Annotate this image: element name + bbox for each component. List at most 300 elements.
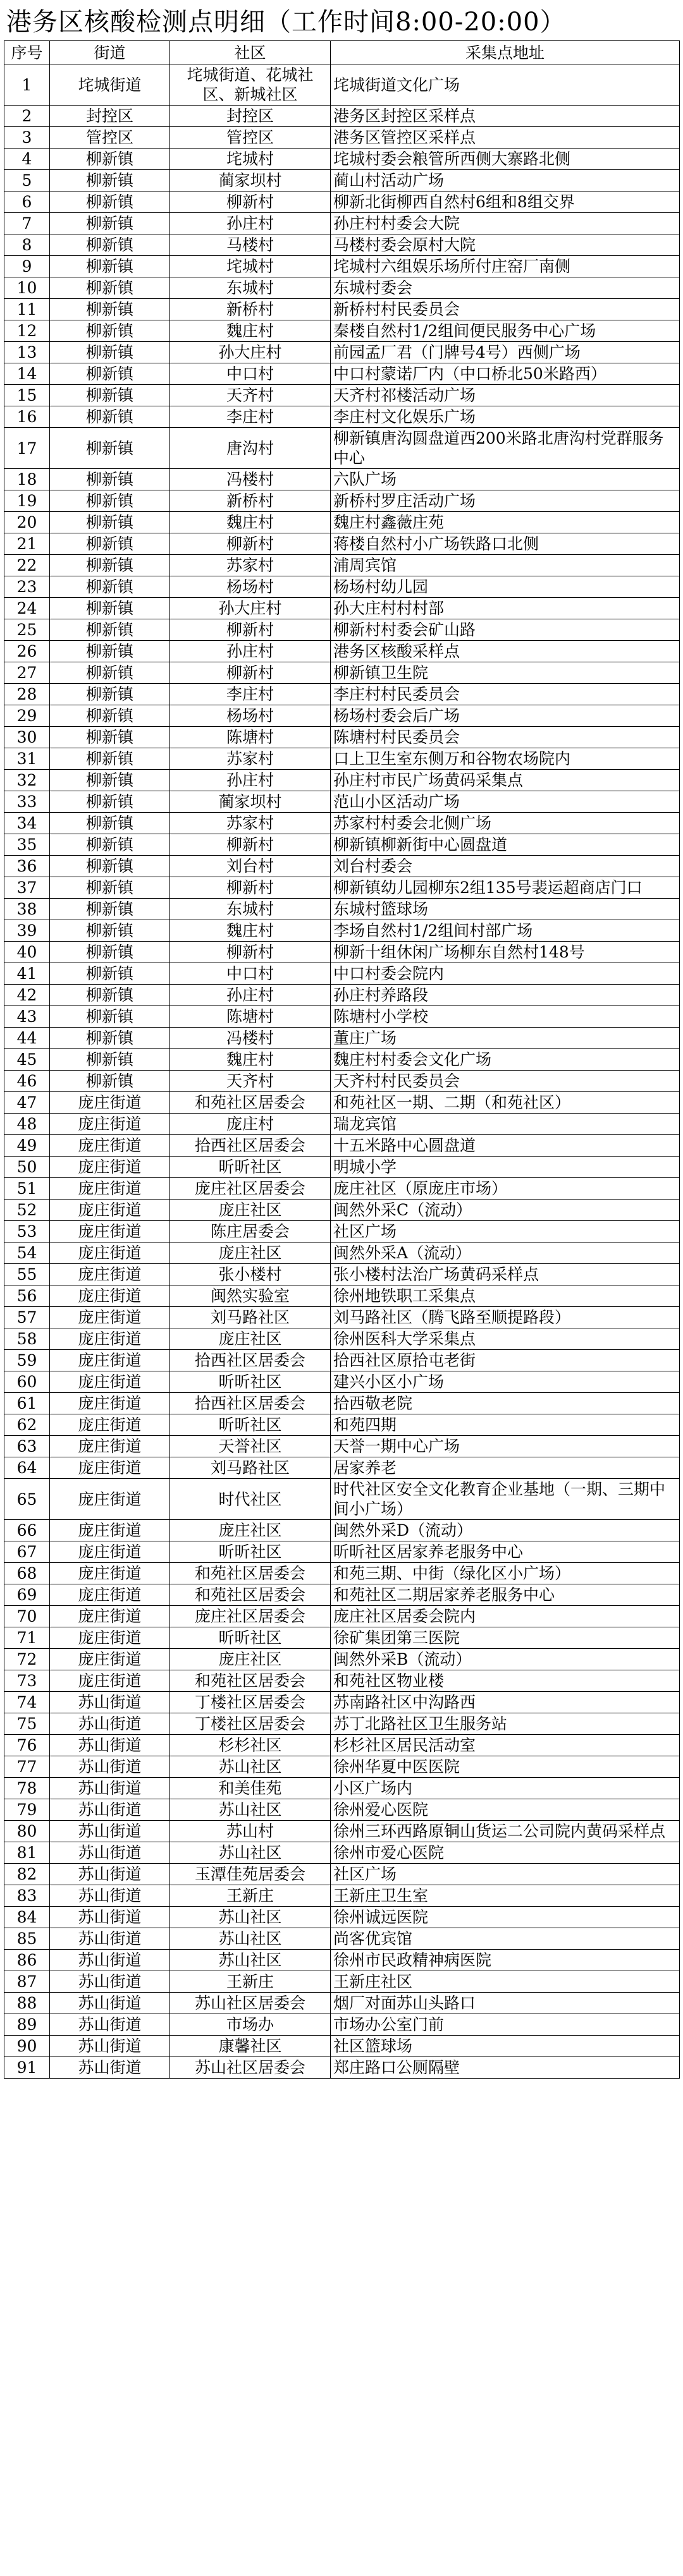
cell-street: 柳新镇 bbox=[50, 619, 170, 641]
table-row bbox=[4, 1756, 680, 1778]
header-no: 序号 bbox=[4, 41, 50, 64]
table-row bbox=[4, 1071, 680, 1092]
cell-community: 魏庄村 bbox=[170, 320, 331, 342]
table-row bbox=[4, 1157, 680, 1178]
cell-community: 柳新村 bbox=[170, 877, 331, 899]
cell-no: 40 bbox=[4, 942, 50, 963]
cell-community: 东城村 bbox=[170, 899, 331, 920]
table-row bbox=[4, 1350, 680, 1371]
cell-street: 柳新镇 bbox=[50, 213, 170, 234]
cell-street: 柳新镇 bbox=[50, 299, 170, 320]
cell-community: 天齐村 bbox=[170, 1071, 331, 1092]
table-row bbox=[4, 1627, 680, 1649]
cell-no: 3 bbox=[4, 127, 50, 149]
cell-address: 拾西社区原拾屯老街 bbox=[331, 1350, 680, 1371]
cell-street: 苏山街道 bbox=[50, 1993, 170, 2014]
table-row bbox=[4, 791, 680, 813]
cell-community: 昕昕社区 bbox=[170, 1541, 331, 1563]
cell-address: 柳新村村委会矿山路 bbox=[331, 619, 680, 641]
cell-address: 李庄村村民委员会 bbox=[331, 684, 680, 705]
cell-street: 柳新镇 bbox=[50, 920, 170, 942]
cell-address: 徐州医科大学采集点 bbox=[331, 1328, 680, 1350]
cell-community: 柳新村 bbox=[170, 662, 331, 684]
cell-street: 苏山街道 bbox=[50, 1692, 170, 1713]
cell-community: 东城村 bbox=[170, 277, 331, 299]
cell-street: 柳新镇 bbox=[50, 942, 170, 963]
cell-address: 中口村委会院内 bbox=[331, 963, 680, 985]
header-street: 街道 bbox=[50, 41, 170, 64]
cell-address: 苏丁北路社区卫生服务站 bbox=[331, 1713, 680, 1735]
cell-street: 柳新镇 bbox=[50, 598, 170, 619]
cell-community: 刘台村 bbox=[170, 856, 331, 877]
cell-street: 柳新镇 bbox=[50, 705, 170, 727]
cell-community: 丁楼社区居委会 bbox=[170, 1713, 331, 1735]
cell-community: 柳新村 bbox=[170, 942, 331, 963]
cell-no: 61 bbox=[4, 1393, 50, 1414]
cell-community: 杉杉社区 bbox=[170, 1735, 331, 1756]
table-row bbox=[4, 619, 680, 641]
cell-address: 蒋楼自然村小广场铁路口北侧 bbox=[331, 533, 680, 555]
table-row bbox=[4, 490, 680, 512]
table-row bbox=[4, 2057, 680, 2079]
cell-address: 垞城村委会粮管所西侧大寨路北侧 bbox=[331, 149, 680, 170]
table-row bbox=[4, 2036, 680, 2057]
table-row bbox=[4, 342, 680, 363]
cell-community: 魏庄村 bbox=[170, 512, 331, 533]
cell-street: 柳新镇 bbox=[50, 234, 170, 256]
cell-no: 34 bbox=[4, 813, 50, 834]
cell-community: 柳新村 bbox=[170, 533, 331, 555]
cell-street: 柳新镇 bbox=[50, 662, 170, 684]
cell-community: 陈塘村 bbox=[170, 727, 331, 748]
table-row bbox=[4, 1520, 680, 1541]
cell-address: 社区篮球场 bbox=[331, 2036, 680, 2057]
table-row bbox=[4, 277, 680, 299]
cell-street: 庞庄街道 bbox=[50, 1436, 170, 1457]
cell-address: 中口村蒙诺厂内（中口桥北50米路西） bbox=[331, 363, 680, 385]
cell-address: 尚客优宾馆 bbox=[331, 1928, 680, 1950]
cell-no: 64 bbox=[4, 1457, 50, 1479]
cell-address: 港务区封控区采样点 bbox=[331, 106, 680, 127]
table-row bbox=[4, 899, 680, 920]
cell-no: 12 bbox=[4, 320, 50, 342]
cell-address: 范山小区活动广场 bbox=[331, 791, 680, 813]
cell-street: 柳新镇 bbox=[50, 490, 170, 512]
cell-community: 柳新村 bbox=[170, 619, 331, 641]
cell-no: 37 bbox=[4, 877, 50, 899]
cell-street: 苏山街道 bbox=[50, 1821, 170, 1842]
cell-no: 33 bbox=[4, 791, 50, 813]
cell-no: 76 bbox=[4, 1735, 50, 1756]
cell-address: 徐州市爱心医院 bbox=[331, 1842, 680, 1864]
cell-street: 苏山街道 bbox=[50, 2057, 170, 2079]
cell-street: 柳新镇 bbox=[50, 170, 170, 191]
cell-community: 苏山社区 bbox=[170, 1907, 331, 1928]
cell-street: 柳新镇 bbox=[50, 684, 170, 705]
cell-street: 庞庄街道 bbox=[50, 1479, 170, 1520]
cell-community: 魏庄村 bbox=[170, 1049, 331, 1071]
cell-address: 徐州地铁职工采集点 bbox=[331, 1285, 680, 1307]
table-row bbox=[4, 985, 680, 1006]
cell-no: 27 bbox=[4, 662, 50, 684]
cell-no: 5 bbox=[4, 170, 50, 191]
cell-community: 庞庄社区 bbox=[170, 1200, 331, 1221]
table-row bbox=[4, 1049, 680, 1071]
cell-no: 52 bbox=[4, 1200, 50, 1221]
table-row bbox=[4, 1778, 680, 1799]
cell-community: 苏山社区 bbox=[170, 1842, 331, 1864]
cell-community: 苏家村 bbox=[170, 748, 331, 770]
cell-community: 苏山社区 bbox=[170, 1756, 331, 1778]
cell-street: 庞庄街道 bbox=[50, 1221, 170, 1242]
cell-no: 38 bbox=[4, 899, 50, 920]
table-row bbox=[4, 1328, 680, 1350]
cell-community: 市场办 bbox=[170, 2014, 331, 2036]
cell-address: 庞庄社区（原庞庄市场） bbox=[331, 1178, 680, 1200]
cell-address: 港务区核酸采样点 bbox=[331, 641, 680, 662]
cell-address: 东城村篮球场 bbox=[331, 899, 680, 920]
cell-community: 苏山社区居委会 bbox=[170, 1993, 331, 2014]
cell-no: 47 bbox=[4, 1092, 50, 1114]
table-row bbox=[4, 1242, 680, 1264]
cell-community: 苏家村 bbox=[170, 813, 331, 834]
cell-no: 75 bbox=[4, 1713, 50, 1735]
cell-street: 庞庄街道 bbox=[50, 1541, 170, 1563]
cell-address: 徐州诚远医院 bbox=[331, 1907, 680, 1928]
test-site-table bbox=[4, 40, 680, 2079]
cell-street: 庞庄街道 bbox=[50, 1264, 170, 1285]
cell-no: 73 bbox=[4, 1670, 50, 1692]
cell-street: 柳新镇 bbox=[50, 406, 170, 428]
table-row bbox=[4, 1114, 680, 1135]
table-row bbox=[4, 1092, 680, 1114]
table-row bbox=[4, 1028, 680, 1049]
table-row bbox=[4, 598, 680, 619]
table-row bbox=[4, 191, 680, 213]
cell-no: 65 bbox=[4, 1479, 50, 1520]
cell-street: 庞庄街道 bbox=[50, 1393, 170, 1414]
cell-address: 柳新镇幼儿园柳东2组135号裴运超商店门口 bbox=[331, 877, 680, 899]
table-row bbox=[4, 213, 680, 234]
table-row bbox=[4, 1436, 680, 1457]
table-row bbox=[4, 299, 680, 320]
table-row bbox=[4, 1692, 680, 1713]
cell-address: 王新庄社区 bbox=[331, 1971, 680, 1993]
cell-community: 李庄村 bbox=[170, 684, 331, 705]
page-title: 港务区核酸检测点明细（工作时间8:00-20:00） bbox=[6, 8, 566, 37]
cell-no: 50 bbox=[4, 1157, 50, 1178]
cell-community: 陈塘村 bbox=[170, 1006, 331, 1028]
cell-address: 柳新十组休闲广场柳东自然村148号 bbox=[331, 942, 680, 963]
cell-no: 82 bbox=[4, 1864, 50, 1885]
cell-street: 柳新镇 bbox=[50, 385, 170, 406]
header-community: 社区 bbox=[170, 41, 331, 64]
cell-no: 2 bbox=[4, 106, 50, 127]
cell-street: 苏山街道 bbox=[50, 1950, 170, 1971]
cell-no: 56 bbox=[4, 1285, 50, 1307]
cell-community: 丁楼社区居委会 bbox=[170, 1692, 331, 1713]
cell-community: 和苑社区居委会 bbox=[170, 1092, 331, 1114]
cell-street: 柳新镇 bbox=[50, 277, 170, 299]
cell-street: 苏山街道 bbox=[50, 1907, 170, 1928]
cell-no: 14 bbox=[4, 363, 50, 385]
table-body bbox=[4, 64, 680, 2079]
cell-address: 孙庄村村委会大院 bbox=[331, 213, 680, 234]
cell-no: 13 bbox=[4, 342, 50, 363]
cell-address: 徐州三环西路原铜山货运二公司院内黄码采样点 bbox=[331, 1821, 680, 1842]
table-row bbox=[4, 1993, 680, 2014]
cell-no: 66 bbox=[4, 1520, 50, 1541]
cell-street: 柳新镇 bbox=[50, 641, 170, 662]
table-row bbox=[4, 406, 680, 428]
cell-community: 苏山社区居委会 bbox=[170, 2057, 331, 2079]
cell-no: 43 bbox=[4, 1006, 50, 1028]
cell-street: 庞庄街道 bbox=[50, 1627, 170, 1649]
cell-street: 柳新镇 bbox=[50, 1071, 170, 1092]
cell-no: 90 bbox=[4, 2036, 50, 2057]
cell-street: 庞庄街道 bbox=[50, 1584, 170, 1606]
cell-no: 58 bbox=[4, 1328, 50, 1350]
table-row bbox=[4, 1135, 680, 1157]
cell-address: 垞城街道文化广场 bbox=[331, 64, 680, 106]
cell-community: 玉潭佳苑居委会 bbox=[170, 1864, 331, 1885]
cell-address: 明城小学 bbox=[331, 1157, 680, 1178]
cell-no: 10 bbox=[4, 277, 50, 299]
cell-street: 柳新镇 bbox=[50, 363, 170, 385]
cell-address: 和苑三期、中街（绿化区小广场） bbox=[331, 1563, 680, 1584]
cell-no: 9 bbox=[4, 256, 50, 277]
cell-no: 49 bbox=[4, 1135, 50, 1157]
cell-street: 庞庄街道 bbox=[50, 1200, 170, 1221]
table-row bbox=[4, 920, 680, 942]
table-row bbox=[4, 748, 680, 770]
table-row bbox=[4, 469, 680, 490]
cell-community: 刘马路社区 bbox=[170, 1457, 331, 1479]
cell-community: 庞庄社区居委会 bbox=[170, 1606, 331, 1627]
cell-address: 建兴小区小广场 bbox=[331, 1371, 680, 1393]
cell-address: 天誉一期中心广场 bbox=[331, 1436, 680, 1457]
cell-community: 庞庄社区 bbox=[170, 1649, 331, 1670]
cell-address: 杉杉社区居民活动室 bbox=[331, 1735, 680, 1756]
cell-street: 苏山街道 bbox=[50, 1778, 170, 1799]
table-row bbox=[4, 1584, 680, 1606]
cell-no: 83 bbox=[4, 1885, 50, 1907]
cell-street: 苏山街道 bbox=[50, 2014, 170, 2036]
cell-address: 居家养老 bbox=[331, 1457, 680, 1479]
cell-address: 新桥村村民委员会 bbox=[331, 299, 680, 320]
cell-community: 庞庄村 bbox=[170, 1114, 331, 1135]
cell-no: 42 bbox=[4, 985, 50, 1006]
cell-community: 柳新村 bbox=[170, 191, 331, 213]
cell-no: 78 bbox=[4, 1778, 50, 1799]
table-row bbox=[4, 106, 680, 127]
cell-community: 中口村 bbox=[170, 363, 331, 385]
cell-address: 庞庄社区居委会院内 bbox=[331, 1606, 680, 1627]
cell-street: 柳新镇 bbox=[50, 899, 170, 920]
cell-address: 郑庄路口公厕隔壁 bbox=[331, 2057, 680, 2079]
cell-community: 和苑社区居委会 bbox=[170, 1584, 331, 1606]
table-row bbox=[4, 1606, 680, 1627]
table-row bbox=[4, 1006, 680, 1028]
cell-community: 孙庄村 bbox=[170, 985, 331, 1006]
cell-address: 闽然外采A（流动） bbox=[331, 1242, 680, 1264]
cell-address: 十五米路中心圆盘道 bbox=[331, 1135, 680, 1157]
cell-community: 昕昕社区 bbox=[170, 1627, 331, 1649]
table-row bbox=[4, 1541, 680, 1563]
table-row bbox=[4, 555, 680, 576]
table-row bbox=[4, 727, 680, 748]
cell-community: 拾西社区居委会 bbox=[170, 1135, 331, 1157]
cell-no: 74 bbox=[4, 1692, 50, 1713]
cell-no: 26 bbox=[4, 641, 50, 662]
cell-address: 刘马路社区（腾飞路至顺提路段） bbox=[331, 1307, 680, 1328]
cell-community: 陈庄居委会 bbox=[170, 1221, 331, 1242]
cell-no: 87 bbox=[4, 1971, 50, 1993]
cell-community: 李庄村 bbox=[170, 406, 331, 428]
cell-no: 21 bbox=[4, 533, 50, 555]
cell-community: 和美佳苑 bbox=[170, 1778, 331, 1799]
cell-street: 苏山街道 bbox=[50, 1713, 170, 1735]
cell-community: 孙庄村 bbox=[170, 213, 331, 234]
cell-street: 封控区 bbox=[50, 106, 170, 127]
cell-community: 拾西社区居委会 bbox=[170, 1350, 331, 1371]
cell-community: 王新庄 bbox=[170, 1885, 331, 1907]
cell-street: 柳新镇 bbox=[50, 748, 170, 770]
cell-community: 苏山社区 bbox=[170, 1928, 331, 1950]
cell-street: 苏山街道 bbox=[50, 1756, 170, 1778]
cell-community: 昕昕社区 bbox=[170, 1371, 331, 1393]
cell-no: 18 bbox=[4, 469, 50, 490]
cell-street: 庞庄街道 bbox=[50, 1457, 170, 1479]
cell-community: 康馨社区 bbox=[170, 2036, 331, 2057]
cell-street: 柳新镇 bbox=[50, 727, 170, 748]
table-row bbox=[4, 127, 680, 149]
cell-address: 杨场村委会后广场 bbox=[331, 705, 680, 727]
cell-no: 51 bbox=[4, 1178, 50, 1200]
cell-community: 孙庄村 bbox=[170, 641, 331, 662]
table-row bbox=[4, 1414, 680, 1436]
cell-street: 柳新镇 bbox=[50, 1006, 170, 1028]
table-row bbox=[4, 1971, 680, 1993]
cell-no: 45 bbox=[4, 1049, 50, 1071]
cell-address: 拾西敬老院 bbox=[331, 1393, 680, 1414]
table-row bbox=[4, 1264, 680, 1285]
cell-community: 新桥村 bbox=[170, 299, 331, 320]
cell-community: 垞城村 bbox=[170, 149, 331, 170]
cell-street: 柳新镇 bbox=[50, 191, 170, 213]
table-row bbox=[4, 1928, 680, 1950]
cell-no: 91 bbox=[4, 2057, 50, 2079]
table-row bbox=[4, 834, 680, 856]
table-row bbox=[4, 576, 680, 598]
cell-address: 和苑社区物业楼 bbox=[331, 1670, 680, 1692]
cell-street: 柳新镇 bbox=[50, 856, 170, 877]
cell-community: 昕昕社区 bbox=[170, 1414, 331, 1436]
cell-address: 小区广场内 bbox=[331, 1778, 680, 1799]
cell-no: 55 bbox=[4, 1264, 50, 1285]
cell-street: 柳新镇 bbox=[50, 985, 170, 1006]
cell-street: 庞庄街道 bbox=[50, 1670, 170, 1692]
table-row bbox=[4, 1371, 680, 1393]
cell-address: 魏庄村鑫薇庄苑 bbox=[331, 512, 680, 533]
cell-community: 孙大庄村 bbox=[170, 342, 331, 363]
cell-street: 庞庄街道 bbox=[50, 1563, 170, 1584]
cell-address: 孙庄村市民广场黄码采集点 bbox=[331, 770, 680, 791]
cell-community: 张小楼村 bbox=[170, 1264, 331, 1285]
cell-community: 魏庄村 bbox=[170, 920, 331, 942]
cell-street: 庞庄街道 bbox=[50, 1606, 170, 1627]
cell-address: 时代社区安全文化教育企业基地（一期、三期中间小广场） bbox=[331, 1479, 680, 1520]
table-row bbox=[4, 963, 680, 985]
table-row bbox=[4, 64, 680, 106]
cell-address: 柳新镇柳新街中心圆盘道 bbox=[331, 834, 680, 856]
cell-street: 庞庄街道 bbox=[50, 1328, 170, 1350]
table-row bbox=[4, 2014, 680, 2036]
table-row bbox=[4, 1479, 680, 1520]
cell-address: 李场自然村1/2组间村部广场 bbox=[331, 920, 680, 942]
table-row bbox=[4, 1950, 680, 1971]
cell-community: 庞庄社区居委会 bbox=[170, 1178, 331, 1200]
cell-address: 和苑社区一期、二期（和苑社区） bbox=[331, 1092, 680, 1114]
cell-community: 苏山村 bbox=[170, 1821, 331, 1842]
table-row bbox=[4, 1200, 680, 1221]
cell-community: 苏山社区 bbox=[170, 1799, 331, 1821]
cell-no: 67 bbox=[4, 1541, 50, 1563]
cell-address: 杨场村幼儿园 bbox=[331, 576, 680, 598]
table-row bbox=[4, 1307, 680, 1328]
table-row bbox=[4, 320, 680, 342]
cell-no: 70 bbox=[4, 1606, 50, 1627]
cell-no: 31 bbox=[4, 748, 50, 770]
table-row bbox=[4, 1457, 680, 1479]
cell-street: 庞庄街道 bbox=[50, 1350, 170, 1371]
cell-street: 苏山街道 bbox=[50, 1928, 170, 1950]
cell-street: 柳新镇 bbox=[50, 791, 170, 813]
cell-address: 天齐村祁楼活动广场 bbox=[331, 385, 680, 406]
cell-no: 36 bbox=[4, 856, 50, 877]
cell-address: 苏家村村委会北侧广场 bbox=[331, 813, 680, 834]
cell-community: 中口村 bbox=[170, 963, 331, 985]
cell-community: 唐沟村 bbox=[170, 428, 331, 469]
cell-street: 柳新镇 bbox=[50, 342, 170, 363]
cell-community: 垞城街道、花城社区、新城社区 bbox=[170, 64, 331, 106]
table-row bbox=[4, 385, 680, 406]
cell-address: 烟厂对面苏山头路口 bbox=[331, 1993, 680, 2014]
cell-street: 苏山街道 bbox=[50, 1735, 170, 1756]
cell-community: 蔺家坝村 bbox=[170, 791, 331, 813]
cell-address: 瑞龙宾馆 bbox=[331, 1114, 680, 1135]
cell-no: 15 bbox=[4, 385, 50, 406]
table-row bbox=[4, 256, 680, 277]
cell-no: 62 bbox=[4, 1414, 50, 1436]
cell-street: 庞庄街道 bbox=[50, 1285, 170, 1307]
cell-no: 16 bbox=[4, 406, 50, 428]
cell-address: 孙大庄村村村部 bbox=[331, 598, 680, 619]
cell-no: 11 bbox=[4, 299, 50, 320]
table-row bbox=[4, 1563, 680, 1584]
cell-no: 23 bbox=[4, 576, 50, 598]
cell-no: 7 bbox=[4, 213, 50, 234]
table-row bbox=[4, 1221, 680, 1242]
cell-no: 84 bbox=[4, 1907, 50, 1928]
cell-street: 柳新镇 bbox=[50, 1028, 170, 1049]
cell-street: 柳新镇 bbox=[50, 256, 170, 277]
cell-address: 市场办公室门前 bbox=[331, 2014, 680, 2036]
cell-street: 柳新镇 bbox=[50, 576, 170, 598]
cell-no: 60 bbox=[4, 1371, 50, 1393]
table-row bbox=[4, 877, 680, 899]
table-row bbox=[4, 512, 680, 533]
